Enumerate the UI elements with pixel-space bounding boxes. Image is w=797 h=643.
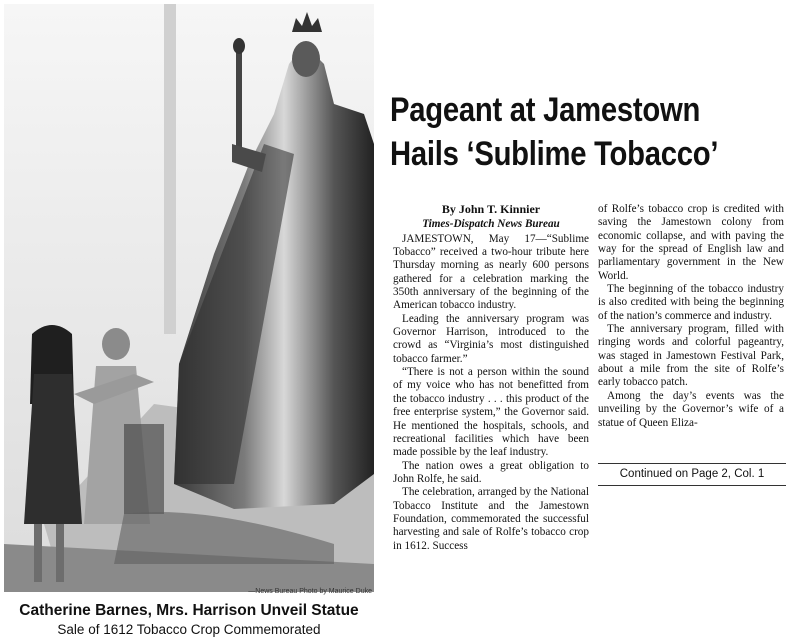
- paragraph: Among the day’s events was the unveiling by the Governor’s wife of a statue of Queen Eliza-: [598, 389, 784, 429]
- article-headline: [390, 88, 734, 176]
- article-column-2: [598, 203, 784, 430]
- news-bureau: Times-Dispatch News Bureau: [422, 218, 560, 231]
- headline-line-2: Hails ‘Sublime Tobacco’: [390, 135, 719, 173]
- paragraph: The nation owes a great obligation to John Rolfe, he said.: [393, 459, 589, 485]
- paragraph: The anniversary program, filled with ringing words and colorful pageantry, was staged in Jamestown Festival Park, about a mile from the site of Rolfe’s early tobacco patch.: [598, 323, 784, 389]
- paragraph: of Rolfe’s tobacco crop is credited with saving the Jamestown colony from economic collapse, and with paving the way for the spread of English law and parliamentary government in the New World.: [598, 203, 784, 282]
- byline: By John T. Kinnier: [441, 202, 541, 216]
- news-photo-statue: [4, 4, 374, 592]
- photo-credit: —News Bureau Photo by Maurice Duke: [248, 588, 372, 595]
- paragraph: The beginning of the tobacco industry is also credited with being the beginning of the nation’s commerce and industry.: [598, 283, 784, 322]
- paragraph: JAMESTOWN, May 17—“Sublime Tobacco” received a two-hour tribute here Thursday morning as nearly 600 persons gathered for a celebration marking the 350th anniversary of the beginning of the American tobacco industry.: [393, 232, 589, 312]
- photo-caption-subtitle: Sale of 1612 Tobacco Crop Commemorated: [57, 622, 321, 637]
- photo-caption-title: Catherine Barnes, Mrs. Harrison Unveil Statue: [19, 602, 359, 619]
- paragraph: “There is not a person within the sound of my voice who has not benefitted from the tobacco industry . . . this product of the free enterprise system,” the Governor said. He mentioned the hospitals, schools, and recreational facilities which have been made possible by the leaf industry.: [393, 366, 589, 459]
- continued-notice: Continued on Page 2, Col. 1: [598, 463, 786, 486]
- statue-photo-illustration: [4, 4, 374, 592]
- article-column-1: [393, 203, 589, 553]
- paragraph: Leading the anniversary program was Governor Harrison, introduced to the crowd as “Virginia’s most distinguished tobacco farmer.”: [393, 312, 589, 365]
- paragraph: The celebration, arranged by the National Tobacco Institute and the Jamestown Foundation, commemorated the successful harvesting and sale of Rolfe’s tobacco crop in 1612. Success: [393, 486, 589, 552]
- headline-line-1: Pageant at Jamestown: [390, 91, 701, 129]
